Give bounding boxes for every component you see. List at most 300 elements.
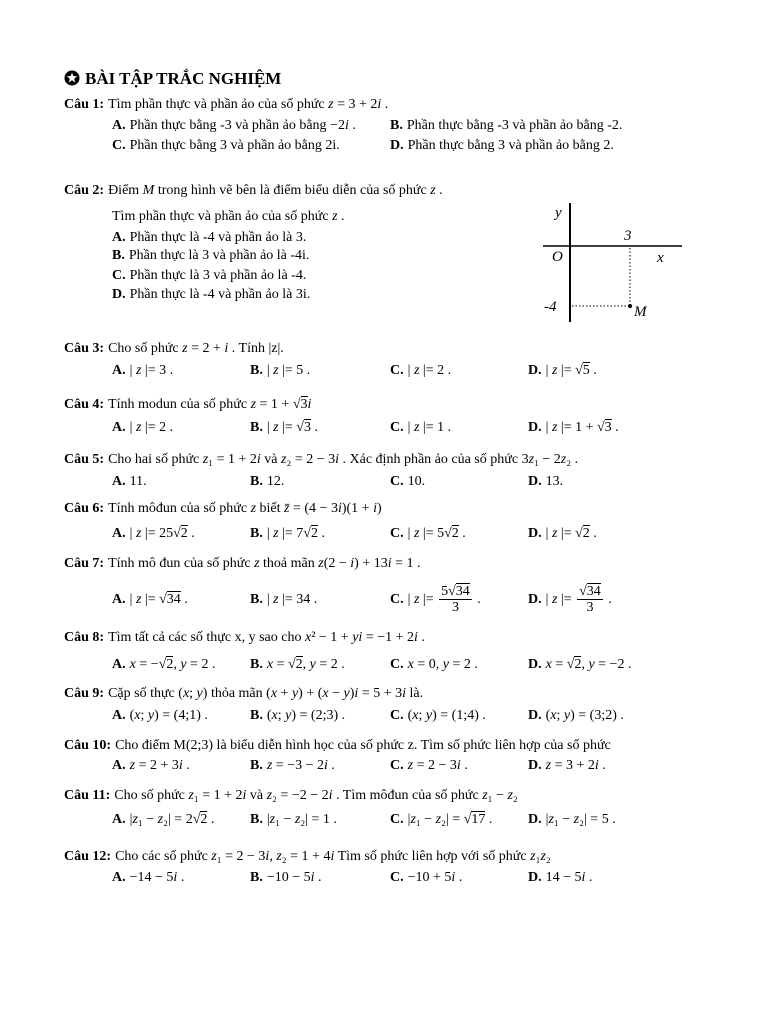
- question-2-option-d: [112, 286, 310, 304]
- question-text: Phần thực bằng -3 và phần ảo bằng -2.: [406, 118, 623, 133]
- x-axis-label: x: [657, 250, 664, 266]
- option-letter: D.: [528, 758, 542, 773]
- math-variable: z: [413, 526, 420, 541]
- option-letter: B.: [250, 420, 263, 435]
- question-11-stem: [64, 787, 518, 805]
- option-letter: A.: [112, 474, 126, 489]
- option-letter: D.: [528, 592, 542, 607]
- question-8-option-d: [528, 656, 631, 674]
- point-m-label: M: [634, 304, 647, 320]
- question-text: . Tính |z|.: [228, 341, 284, 356]
- option-letter: A.: [112, 420, 126, 435]
- math-variable: z: [551, 592, 558, 607]
- question-11-option-a: [112, 811, 214, 829]
- question-11-option-d: [528, 811, 616, 829]
- question-7-option-c: [390, 584, 481, 616]
- math-expression: z = 3 + 2i .: [545, 758, 606, 773]
- question-text: trong hình vẽ bên là điểm biểu diễn của số phức: [154, 183, 431, 198]
- math-variable: z: [273, 592, 279, 607]
- question-5-option-d: [528, 473, 563, 491]
- y-tick-label: -4: [544, 299, 557, 315]
- math-expression: |z₁ − z₂| = 1 .: [266, 812, 337, 827]
- fraction-denominator: 3: [451, 600, 459, 616]
- math-expression: x = 0, y = 2 .: [407, 657, 478, 672]
- math-expression: z = −3 − 2i .: [266, 758, 335, 773]
- math-variable: y: [425, 708, 433, 723]
- question-9-label: Câu 9:: [64, 686, 105, 701]
- math-variable: y: [291, 686, 299, 701]
- math-expression: | z |= 7√2 .: [266, 526, 325, 541]
- math-variable: y: [563, 708, 571, 723]
- math-variable: i: [350, 556, 355, 571]
- math-variable: x: [550, 708, 557, 723]
- option-letter: B.: [250, 812, 263, 827]
- option-letter: D.: [390, 138, 404, 153]
- option-letter: D.: [528, 420, 542, 435]
- question-12-stem: [64, 848, 551, 866]
- option-letter: A.: [112, 230, 126, 245]
- math-expression: z₁ = 2 − 3i, z₂ = 1 + 4i: [211, 849, 335, 864]
- math-expression: z₁z₂: [530, 849, 551, 864]
- math-expression: (x; y) = (3;2) .: [545, 708, 624, 723]
- math-variable: i: [377, 97, 382, 112]
- math-variable: z: [332, 209, 338, 224]
- radicand: 2: [311, 526, 318, 541]
- section-title: [64, 68, 281, 90]
- option-letter: C.: [390, 870, 404, 885]
- option-letter: B.: [250, 474, 263, 489]
- option-letter: A.: [112, 526, 126, 541]
- question-text: biết: [256, 501, 285, 516]
- option-letter: B.: [250, 758, 263, 773]
- option-letter: B.: [250, 363, 263, 378]
- math-variable: z: [135, 526, 142, 541]
- math-expression: z(2 − i) + 13i = 1: [318, 556, 414, 571]
- math-expression: | z |= 1 .: [407, 420, 452, 435]
- math-variable: x: [322, 686, 329, 701]
- question-2-stem: [64, 182, 443, 200]
- math-variable: y: [309, 657, 316, 672]
- question-1-option-c: [112, 137, 340, 155]
- question-3-option-b: [250, 362, 310, 380]
- question-3-option-a: [112, 362, 173, 380]
- radicand: 2: [166, 657, 174, 672]
- math-expression: | z |= 34 .: [266, 592, 318, 607]
- option-letter: B.: [250, 708, 263, 723]
- question-4-option-d: [528, 419, 619, 437]
- math-expression: (x; y) = (1;4) .: [407, 708, 486, 723]
- option-letter: D.: [528, 870, 542, 885]
- math-variable: z: [560, 452, 567, 467]
- radicand: 34: [455, 584, 470, 600]
- math-expression: (x + y) + (x − y)i = 5 + 3i: [266, 686, 406, 701]
- question-5-option-a: [112, 473, 147, 491]
- question-7-label: Câu 7:: [64, 556, 105, 571]
- math-variable: z: [281, 452, 287, 467]
- math-expression: z₁ = 1 + 2i: [202, 452, 261, 467]
- question-10-label: Câu 10:: [64, 738, 112, 753]
- question-text: .: [571, 452, 579, 467]
- question-text: Phần thực bằng 3 và phần ảo bằng 2.: [407, 138, 614, 153]
- math-variable: M: [142, 183, 155, 198]
- math-expression: (x; y) = (4;1) .: [129, 708, 208, 723]
- question-text: Phần thực bằng -3 và phần ảo bằng: [129, 118, 331, 133]
- math-variable: i: [354, 686, 359, 701]
- math-variable: x: [134, 708, 141, 723]
- question-6-stem: [64, 500, 382, 518]
- x-tick-label: 3: [624, 228, 632, 244]
- math-expression: z = 2 + 3i .: [129, 758, 190, 773]
- math-variable: i: [256, 452, 261, 467]
- math-expression: z = 3 + 2i: [328, 97, 382, 112]
- math-variable: y: [285, 708, 292, 723]
- math-expression: | z |= √5 .: [545, 363, 597, 378]
- question-text: 10.: [407, 474, 426, 489]
- option-letter: C.: [390, 526, 404, 541]
- math-expression: −10 + 5i .: [407, 870, 463, 885]
- math-variable: z: [413, 420, 420, 435]
- option-letter: C.: [390, 420, 404, 435]
- math-variable: i: [402, 686, 406, 701]
- question-text: Cho điểm M(2;3) là biểu diễn hình học của số phức z. Tìm số phức liên hợp của số phức: [115, 738, 611, 753]
- question-6-option-a: [112, 525, 195, 543]
- math-variable: i: [224, 341, 229, 356]
- math-expression: −2i: [330, 118, 349, 133]
- option-letter: A.: [112, 118, 126, 133]
- math-variable: z: [551, 526, 558, 541]
- math-expression: | z |= 3 .: [129, 363, 174, 378]
- math-variable: x: [407, 657, 414, 672]
- question-text: là.: [406, 686, 424, 701]
- math-variable: i: [178, 758, 183, 773]
- question-text: Phần thực là 3 và phần ảo là -4.: [129, 268, 307, 283]
- math-expression: | z |= 2 .: [407, 363, 452, 378]
- math-variable: i: [581, 870, 586, 885]
- option-letter: A.: [112, 657, 126, 672]
- question-4-option-b: [250, 419, 318, 437]
- question-text: Điểm: [108, 183, 143, 198]
- question-text: Phần thực là -4 và phần ảo là 3i.: [129, 287, 311, 302]
- question-3-option-d: [528, 362, 597, 380]
- radicand: 2: [451, 526, 459, 541]
- math-variable: z: [250, 501, 257, 516]
- math-variable: z: [410, 812, 416, 827]
- question-6-option-d: [528, 525, 597, 543]
- math-expression: .: [604, 592, 612, 607]
- math-variable: z: [129, 758, 136, 773]
- question-text: thỏa mãn: [207, 686, 267, 701]
- math-variable: x: [270, 686, 278, 701]
- fraction-numerator: √34: [579, 584, 601, 600]
- question-7-option-d: [528, 584, 612, 616]
- option-letter: D.: [528, 363, 542, 378]
- math-expression: z₁ − z₂: [482, 788, 518, 803]
- math-expression: | z |= 1 + √3 .: [545, 420, 619, 435]
- question-text: Tính môđun của số phức: [108, 501, 251, 516]
- option-letter: A.: [112, 870, 126, 885]
- question-8-option-a: [112, 656, 215, 674]
- question-text: Phần thực bằng 3 và phần ảo bằng 2i.: [129, 138, 340, 153]
- math-variable: i: [358, 630, 363, 645]
- math-variable: z: [530, 849, 536, 864]
- question-6-option-c: [390, 525, 466, 543]
- question-text: Tìm tất cả các số thực x, y sao cho: [108, 630, 305, 645]
- question-10-option-a: [112, 757, 190, 775]
- question-text: Tìm phần thực và phần ảo của số phức: [108, 97, 329, 112]
- math-expression: x = −√2, y = 2 .: [129, 657, 216, 672]
- option-letter: B.: [250, 657, 263, 672]
- question-text: 11.: [129, 474, 147, 489]
- radicand: 3: [604, 420, 612, 435]
- math-variable: z: [573, 812, 580, 827]
- radicand: 2: [295, 657, 303, 672]
- math-expression: x = √2, y = −2 .: [545, 657, 632, 672]
- math-variable: z: [273, 420, 279, 435]
- question-1-option-a: [112, 117, 356, 135]
- question-text: Cho số phức: [108, 341, 183, 356]
- question-1-option-b: [390, 117, 622, 135]
- option-letter: C.: [390, 363, 404, 378]
- math-variable: y: [588, 657, 595, 672]
- radicand: 34: [166, 592, 181, 607]
- math-expression: z₂ = 2 − 3i: [281, 452, 340, 467]
- question-8-stem: [64, 629, 425, 647]
- math-variable: z: [528, 452, 535, 467]
- fraction-denominator: 3: [586, 600, 594, 616]
- question-text: Cho các số phức: [115, 849, 212, 864]
- math-expression: z = 1 + √3i: [250, 397, 312, 412]
- y-axis-label: y: [555, 205, 562, 221]
- math-variable: z: [545, 758, 552, 773]
- question-3-stem: [64, 340, 284, 358]
- math-variable: i: [337, 501, 342, 516]
- option-letter: D.: [528, 474, 542, 489]
- math-variable: z: [273, 363, 279, 378]
- math-expression: | z |= 5√2 .: [407, 526, 466, 541]
- math-variable: y: [180, 657, 187, 672]
- question-9-option-c: [390, 707, 486, 725]
- option-letter: B.: [250, 526, 263, 541]
- question-11-option-c: [390, 811, 492, 829]
- complex-plane-figure: [530, 195, 690, 330]
- radicand: 2: [582, 526, 590, 541]
- question-5-stem: [64, 451, 578, 469]
- question-text: . Xác định phần ảo của số phức: [339, 452, 522, 467]
- question-5-label: Câu 5:: [64, 452, 105, 467]
- math-variable: z: [250, 397, 257, 412]
- math-expression: z = 2 + i: [182, 341, 229, 356]
- question-6-option-b: [250, 525, 325, 543]
- option-letter: C.: [112, 138, 126, 153]
- math-expression: x = √2, y = 2 .: [266, 657, 345, 672]
- question-text: .: [435, 183, 443, 198]
- math-expression: | z |= √3 .: [266, 420, 318, 435]
- math-variable: z: [135, 592, 142, 607]
- question-2-option-b: [112, 247, 309, 265]
- question-11-option-b: [250, 811, 337, 829]
- math-variable: z: [540, 849, 546, 864]
- question-9-option-b: [250, 707, 345, 725]
- fraction-numerator: 5√34: [441, 584, 470, 600]
- math-variable: i: [328, 788, 333, 803]
- question-2-option-a: [112, 229, 306, 247]
- math-expression: z₁ = 1 + 2i: [188, 788, 247, 803]
- question-text: thoả mãn: [259, 556, 319, 571]
- question-10-option-c: [390, 757, 468, 775]
- math-variable: i: [594, 758, 599, 773]
- question-4-stem: [64, 396, 311, 414]
- radicand: 3: [300, 397, 308, 412]
- math-variable: z: [413, 363, 420, 378]
- math-variable: z: [294, 812, 301, 827]
- math-variable: i: [344, 118, 349, 133]
- math-expression: | z |= 25√2 .: [129, 526, 195, 541]
- fraction: [577, 584, 603, 615]
- math-variable: i: [310, 870, 315, 885]
- question-text: 12.: [266, 474, 285, 489]
- math-expression: |z₁ − z₂| = 5 .: [545, 812, 616, 827]
- math-expression: |z₁ − z₂| = √17 .: [407, 812, 493, 827]
- question-3-option-c: [390, 362, 451, 380]
- math-variable: x: [266, 657, 274, 672]
- question-10-option-d: [528, 757, 606, 775]
- origin-label: O: [552, 249, 563, 265]
- math-expression: z = 2 − 3i .: [407, 758, 468, 773]
- option-letter: B.: [390, 118, 403, 133]
- math-variable: z: [254, 556, 260, 571]
- option-letter: D.: [528, 657, 542, 672]
- math-variable: z: [548, 812, 554, 827]
- math-variable: y: [343, 686, 350, 701]
- question-1-label: Câu 1:: [64, 97, 105, 112]
- question-text: .: [381, 97, 389, 112]
- circled-star-icon: [64, 70, 80, 86]
- question-text: .: [348, 118, 356, 133]
- option-letter: A.: [112, 812, 126, 827]
- math-variable: z: [266, 788, 273, 803]
- option-letter: C.: [390, 657, 404, 672]
- math-expression: 3z₁ − 2z₂: [521, 452, 572, 467]
- question-text: Tính modun của số phức: [108, 397, 251, 412]
- math-variable: i: [330, 849, 335, 864]
- question-text: và: [260, 452, 281, 467]
- question-text: 13.: [545, 474, 564, 489]
- math-expression: | z |= √2 .: [545, 526, 597, 541]
- math-variable: z: [266, 758, 273, 773]
- option-letter: A.: [112, 363, 126, 378]
- math-variable: z: [135, 420, 142, 435]
- radicand: 2: [574, 657, 582, 672]
- math-expression: z̄ = (4 − 3i)(1 + i): [284, 501, 382, 516]
- math-variable: x: [545, 657, 552, 672]
- fraction: [439, 584, 472, 615]
- math-expression: [143, 183, 155, 198]
- question-12-option-b: [250, 869, 322, 887]
- math-expression: | z |= 2 .: [129, 420, 174, 435]
- section-title-text: BÀI TẬP TRẮC NGHIỆM: [85, 69, 282, 88]
- math-expression: (x; y): [178, 686, 208, 701]
- question-text: Cho hai số phức: [108, 452, 203, 467]
- radicand: 34: [586, 584, 601, 600]
- question-12-option-c: [390, 869, 462, 887]
- radicand: 2: [200, 812, 208, 827]
- math-variable: z: [435, 812, 442, 827]
- question-8-label: Câu 8:: [64, 630, 105, 645]
- math-variable: z: [211, 849, 217, 864]
- question-9-option-a: [112, 707, 208, 725]
- question-12-option-a: [112, 869, 184, 887]
- option-letter: A.: [112, 708, 126, 723]
- question-text: .: [337, 209, 345, 224]
- option-letter: C.: [390, 758, 404, 773]
- option-letter: A.: [112, 592, 126, 607]
- math-variable: z: [407, 758, 414, 773]
- math-variable: z: [269, 812, 276, 827]
- option-letter: C.: [390, 474, 404, 489]
- question-text: .: [417, 630, 425, 645]
- math-variable: y: [442, 657, 449, 672]
- math-variable: i: [323, 758, 328, 773]
- question-8-option-b: [250, 656, 345, 674]
- question-text: Phần thực là 3 và phần ảo là -4i.: [128, 248, 310, 263]
- math-expression: | z |= 5 .: [266, 363, 311, 378]
- math-variable: z: [276, 849, 282, 864]
- math-expression: |z₁ − z₂| = 2√2 .: [129, 812, 215, 827]
- question-3-label: Câu 3:: [64, 341, 105, 356]
- math-variable: i: [173, 870, 178, 885]
- math-variable: z: [157, 812, 164, 827]
- math-variable: z: [318, 556, 324, 571]
- option-letter: A.: [112, 758, 126, 773]
- question-text: Cặp số thực: [108, 686, 179, 701]
- question-9-option-d: [528, 707, 624, 725]
- radicand: 2: [180, 526, 188, 541]
- question-text: và: [246, 788, 267, 803]
- math-variable: z: [132, 812, 138, 827]
- math-variable: i: [451, 870, 456, 885]
- math-expression: x² − 1 + yi = −1 + 2i: [304, 630, 418, 645]
- math-variable: i: [387, 556, 392, 571]
- question-text: Cho số phức: [114, 788, 189, 803]
- option-letter: D.: [528, 526, 542, 541]
- math-variable: y: [196, 686, 203, 701]
- question-text: Tính mô đun của số phức: [108, 556, 255, 571]
- math-variable: z: [202, 452, 209, 467]
- option-letter: C.: [390, 708, 404, 723]
- math-variable: z: [135, 363, 142, 378]
- question-2-option-c: [112, 267, 306, 285]
- math-variable: y: [352, 630, 359, 645]
- radicand: 5: [582, 363, 590, 378]
- math-expression: .: [473, 592, 481, 607]
- question-10-stem: [64, 737, 611, 755]
- math-expression: | z |= √34 .: [129, 592, 188, 607]
- math-variable: z: [413, 592, 420, 607]
- question-1-stem: [64, 96, 388, 114]
- question-text: Phần thực là -4 và phần ảo là 3.: [129, 230, 307, 245]
- math-variable: i: [335, 452, 340, 467]
- question-12-option-d: [528, 869, 592, 887]
- math-variable: z: [482, 788, 488, 803]
- math-variable: z: [551, 363, 558, 378]
- math-variable: z: [182, 341, 188, 356]
- question-4-label: Câu 4:: [64, 397, 105, 412]
- question-9-stem: [64, 685, 423, 703]
- math-variable: i: [414, 630, 418, 645]
- question-8-option-c: [390, 656, 478, 674]
- question-11-label: Câu 11:: [64, 788, 111, 803]
- math-variable: x: [129, 657, 136, 672]
